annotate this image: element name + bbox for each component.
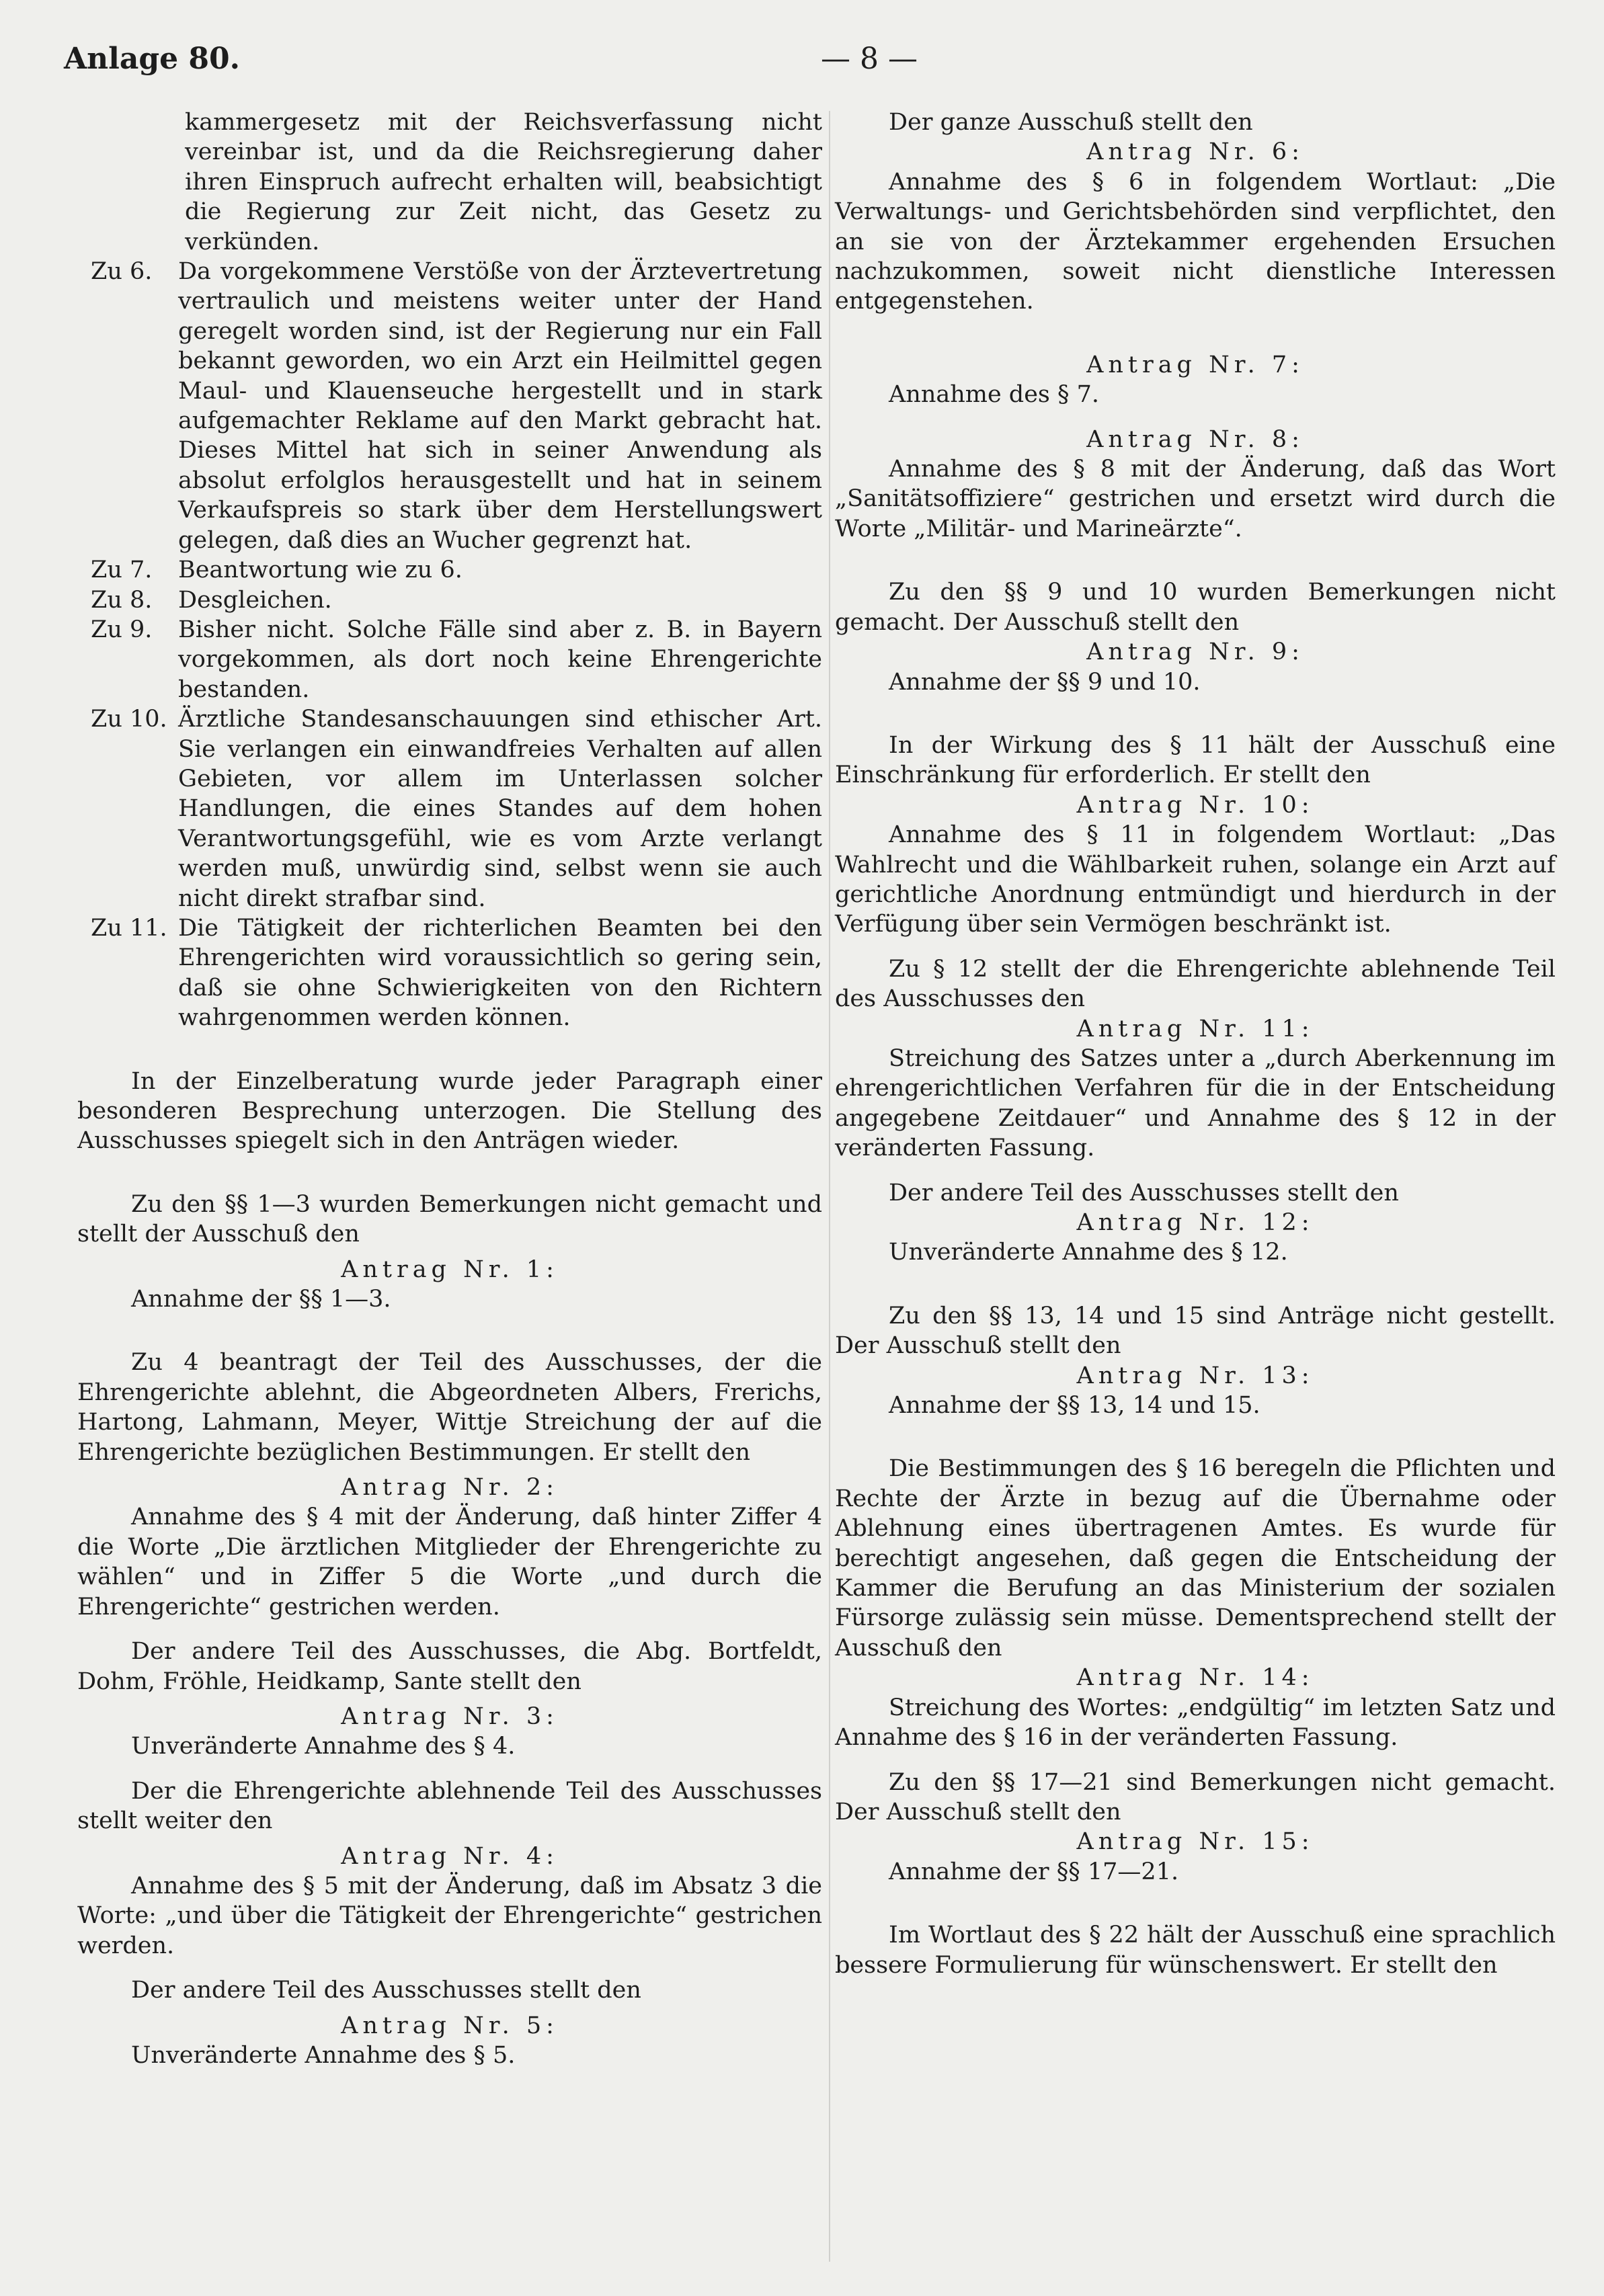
motion-heading: Antrag Nr. 5: [341, 2012, 559, 2039]
left-column [77, 108, 822, 2070]
answer-label: Zu 11. [91, 914, 167, 942]
paragraph: Der andere Teil des Ausschusses stellt den [889, 1179, 1399, 1206]
motion-heading: Antrag Nr. 10: [1076, 791, 1314, 819]
answer-item [77, 913, 822, 1033]
answer-label: Zu 10. [91, 706, 167, 733]
motion-heading: Antrag Nr. 9: [1086, 639, 1304, 666]
answer-label: Zu 7. [91, 557, 153, 584]
paragraph: Zu den §§ 1—3 wurden Bemerkungen nicht gemacht und stellt der Ausschuß den [77, 1190, 822, 1248]
paragraph: Zu § 12 stellt der die Ehrengerichte ablehnende Teil des Ausschusses den [835, 955, 1556, 1013]
answer-text: Ärztliche Standesanschauungen sind ethischer Art. Sie verlangen ein einwandfreies Verhalten auf allen Gebieten, vor allem im Unterlassen solcher Handlungen, die eines Standes auf dem hohen Verantwortungsgefühl, wie es vom Arzte verlangt werden muß, unwürdig sind, selbst wenn sie auch nicht direkt strafbar sind. [178, 706, 822, 912]
paragraph: Zu den §§ 13, 14 und 15 sind Anträge nicht gestellt. Der Ausschuß stellt den [835, 1302, 1556, 1360]
motion-heading: Antrag Nr. 13: [1076, 1362, 1314, 1389]
motion-text: Annahme der §§ 1—3. [131, 1286, 391, 1313]
motion-heading: Antrag Nr. 7: [1086, 351, 1304, 378]
paragraph: Zu den §§ 9 und 10 wurden Bemerkungen nicht gemacht. Der Ausschuß stellt den [835, 579, 1556, 636]
motion-heading: Antrag Nr. 4: [341, 1842, 559, 1870]
answer-label: Zu 8. [91, 586, 153, 614]
motion-text: Annahme des § 7. [889, 381, 1100, 409]
motion-text: Annahme der §§ 17—21. [889, 1858, 1179, 1885]
paragraph: In der Einzelberatung wurde jeder Paragraph einer besonderen Besprechung unterzogen. Die Stellung des Ausschusses spiegelt sich in den Anträgen wieder. [77, 1067, 822, 1155]
motion-text: Annahme des § 11 in folgendem Wortlaut: „Das Wahlrecht und die Wählbarkeit ruhen, solange ein Arzt auf gerichtliche Anordnung entmündigt und hierdurch in der Verfügung über sein Vermögen beschränkt ist. [835, 821, 1556, 938]
motion-text: Streichung des Wortes: „endgültig“ im letzten Satz und Annahme des § 16 in der veränderten Fassung. [835, 1694, 1556, 1752]
paragraph: Der andere Teil des Ausschusses, die Abg. Bortfeldt, Dohm, Fröhle, Heidkamp, Sante stellt den [77, 1638, 822, 1695]
paragraph: Zu den §§ 17—21 sind Bemerkungen nicht gemacht. Der Ausschuß stellt den [835, 1768, 1556, 1826]
answer-label: Zu 9. [91, 616, 153, 643]
motion-text: Unveränderte Annahme des § 5. [131, 2041, 516, 2069]
motion-text: Streichung des Satzes unter a „durch Aberkennung im ehrengerichtlichen Verfahren für die in der Entscheidung angegebene Zeitdauer“ und Annahme des § 12 in der veränderten Fassung. [835, 1044, 1556, 1162]
answer-item [77, 257, 822, 555]
motion-heading: Antrag Nr. 2: [341, 1474, 559, 1502]
motion-text: Unveränderte Annahme des § 12. [889, 1239, 1288, 1266]
page-header [64, 42, 1540, 82]
right-column [835, 108, 1556, 1980]
motion-text: Unveränderte Annahme des § 4. [131, 1733, 516, 1760]
paragraph: Der ganze Ausschuß stellt den [889, 109, 1253, 136]
page-number: — 8 — [821, 42, 918, 76]
motion-text: Annahme des § 5 mit der Änderung, daß im Absatz 3 die Worte: „und über die Tätigkeit der Ehrengerichte“ gestrichen werden. [77, 1872, 822, 1959]
motion-text: Annahme des § 6 in folgendem Wortlaut: „Die Verwaltungs- und Gerichtsbehörden sind verpflichtet, den an sie von der Ärztekammer ergehenden Ersuchen nachzukommen, soweit nicht dienstliche Interessen entgegenstehen. [835, 168, 1556, 315]
paragraph: Im Wortlaut des § 22 hält der Ausschuß eine sprachlich bessere Formulierung für wünschenswert. Er stellt den [835, 1922, 1556, 1979]
motion-heading: Antrag Nr. 11: [1076, 1015, 1314, 1042]
motion-heading: Antrag Nr. 3: [341, 1703, 559, 1730]
paragraph: In der Wirkung des § 11 hält der Ausschuß eine Einschränkung für erforderlich. Er stellt den [835, 731, 1556, 789]
motion-heading: Antrag Nr. 12: [1076, 1209, 1314, 1236]
answer-text: Die Tätigkeit der richterlichen Beamten bei den Ehrengerichten wird voraussichtlich so gering sein, daß sie ohne Schwierigkeiten von den Richtern wahrgenommen werden können. [178, 914, 822, 1032]
answer-item [77, 585, 822, 615]
paragraph: Zu 4 beantragt der Teil des Ausschusses, der die Ehrengerichte ablehnt, die Abgeordneten Albers, Frerichs, Hartong, Lahmann, Meyer, Wittje Streichung der auf die Ehrengerichte bezüglichen Bestimmungen. Er stellt den [77, 1349, 822, 1466]
answer-text: Da vorgekommene Verstöße von der Ärztevertretung vertraulich und meistens weiter unter der Hand geregelt worden sind, ist der Regierung nur ein Fall bekannt geworden, wo ein Arzt ein Heilmittel gegen Maul- und Klauenseuche hergestellt und in stark aufgemachter Reklame auf den Markt gebracht hat. Dieses Mittel hat sich in seiner Anwendung als absolut erfolglos herausgestellt und hat in seinem Verkaufspreis so stark über dem Herstellungswert gelegen, daß dies an Wucher gegrenzt hat. [178, 258, 822, 554]
answer-text: Desgleichen. [178, 586, 332, 614]
motion-heading: Antrag Nr. 6: [1086, 138, 1304, 166]
motion-heading: Antrag Nr. 8: [1086, 425, 1304, 453]
paragraph: Der die Ehrengerichte ablehnende Teil des Ausschusses stellt weiter den [77, 1777, 822, 1835]
motion-text: Annahme der §§ 13, 14 und 15. [889, 1392, 1260, 1420]
motion-text: Annahme des § 4 mit der Änderung, daß hinter Ziffer 4 die Worte „Die ärztlichen Mitglieder der Ehrengerichte zu wählen“ und in Ziffer 5 die Worte „und durch die Ehrengerichte“ gestrichen werden. [77, 1504, 822, 1621]
motion-heading: Antrag Nr. 1: [341, 1256, 559, 1283]
answer-item [77, 704, 822, 913]
paragraph: Die Bestimmungen des § 16 beregeln die Pflichten und Rechte der Ärzte in bezug auf die Übernahme oder Ablehnung eines übertragenen Amtes. Es wurde für berechtigt angesehen, daß gegen die Entscheidung der Kammer die Berufung an das Ministerium der sozialen Fürsorge zulässig sein müsse. Dementsprechend stellt der Ausschuß den [835, 1455, 1556, 1662]
answer-label: Zu 6. [91, 258, 153, 286]
answer-item [77, 555, 822, 585]
paragraph: Der andere Teil des Ausschusses stellt den [131, 1977, 641, 2004]
motion-heading: Antrag Nr. 14: [1076, 1664, 1314, 1692]
answer-text: Beantwortung wie zu 6. [178, 557, 463, 584]
motion-text: Annahme des § 8 mit der Änderung, daß das Wort „Sanitätsoffiziere“ gestrichen und ersetzt wird durch die Worte „Militär- und Marineärzte“. [835, 456, 1556, 542]
paragraph: kammergesetz mit der Reichsverfassung nicht vereinbar ist, und da die Reichsregierung daher ihren Einspruch aufrecht erhalten will, beabsichtigt die Regierung zur Zeit nicht, das Gesetz zu verkünden. [185, 109, 822, 255]
answer-item [77, 615, 822, 704]
motion-text: Annahme der §§ 9 und 10. [889, 668, 1201, 696]
answer-text: Bisher nicht. Solche Fälle sind aber z. B. in Bayern vorgekommen, als dort noch keine Ehrengerichte bestanden. [178, 616, 822, 703]
motion-heading: Antrag Nr. 15: [1076, 1828, 1314, 1856]
column-divider [829, 111, 830, 2262]
appendix-label: Anlage 80. [64, 42, 240, 76]
